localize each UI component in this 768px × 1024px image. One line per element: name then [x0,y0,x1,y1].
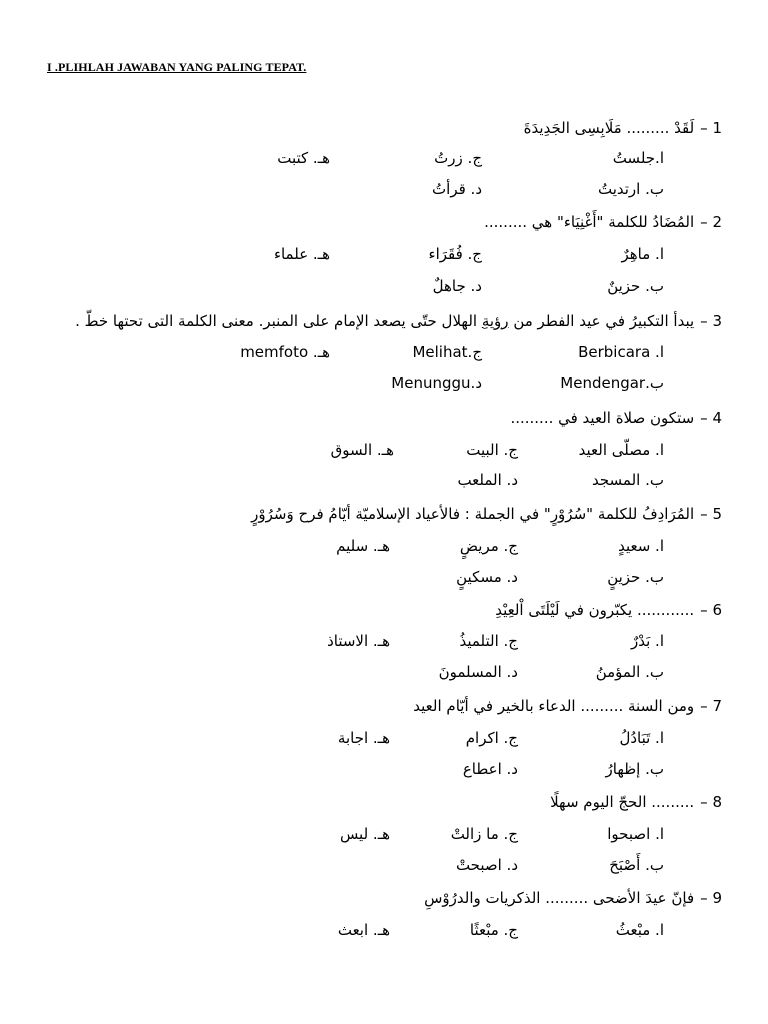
question-text: ستكون صلاة العيد في ......... [510,409,695,427]
question-text: يبدأ التكبيرُ في عيد الفطر من [508,312,695,330]
option-d: د.Menunggu [391,374,482,392]
option-a: ا. اصبحوا [607,825,664,843]
question-1 [22,115,722,141]
option-b: ب. المسجد [591,471,664,489]
question-number: 4 – [700,409,722,427]
option-e: هـ. ليس [339,825,390,843]
option-a: ا.جلستُ [612,149,664,167]
question-5 [22,501,722,527]
question-2 [22,209,722,235]
option-d: د. جاهلٌ [432,277,482,295]
option-a: ا. Berbicara [578,343,664,361]
option-e: هـ. السوق [330,441,394,459]
option-e: هـ. ابعث [337,921,390,939]
option-a: ا. مبْعثُ [615,921,664,939]
option-c: ج. اكرام [465,729,518,747]
option-c: ج. زرتُ [434,149,482,167]
question-number: 5 – [700,505,722,523]
option-d: د. مسكينٍ [456,568,518,586]
option-a: ا. تَبَادُلُ [619,729,664,747]
question-number: 3 – [700,312,722,330]
section-heading: I .PLIHLAH JAWABAN YANG PALING TEPAT. [47,60,307,74]
question-number: 9 – [700,889,722,907]
option-c: ج. مبْعثًا [469,921,518,939]
option-c: ج. فُقَرَاء [428,245,482,263]
option-c: ج. البيت [466,441,518,459]
question-text: ............ يكبّرون في لَيْلَتَى اْلعِيْدِ [495,601,695,619]
question-number: 6 – [700,601,722,619]
option-b: ب. إظهارُ [605,760,664,778]
question-text: لَقَدْ ......... مَلَابِسِى الجَدِيدَةَ [523,119,695,137]
question-9 [22,885,722,911]
option-e: هـ. الاستاذ [327,632,390,650]
option-c: ج.Melihat [412,343,482,361]
option-e: هـ. كتبت [277,149,330,167]
question-4 [22,405,722,431]
question-3 [22,308,722,334]
option-d: د. اعطاع [462,760,518,778]
option-d: د. اصبحتْ [455,856,518,874]
question-text: فإنّ عيدَ الأضحى ......... الذكريات والدرُوْسِ [424,889,695,907]
option-a: ا. ماهِرٌ [621,245,664,263]
option-a: ا. بَدْرٌ [631,632,664,650]
question-8 [22,789,722,815]
question-text: المُرَادِفُ للكلمة "سُرُوْرٍ" في الجملة : فالأعياد الإسلاميّة أيّامُ فرح وَسُرُوْرٍ [251,505,695,523]
question-text: ......... الحجّ اليوم سهلًا [550,793,695,811]
question-number: 2 – [700,213,722,231]
option-b: ب. المؤمنُ [595,663,664,681]
question-text-continued: الهلال حتّى يصعد الإمام على المنبر. معنى الكلمة التى تحتها خطّ . [75,312,482,330]
question-number: 1 – [700,119,722,137]
option-a: ا. مصلّى العيد [578,441,664,459]
option-b: ب. ارتديتُ [597,180,664,198]
option-b: ب. حزينٍ [607,568,664,586]
question-number: 8 – [700,793,722,811]
underlined-word: رؤيةِ [481,312,509,330]
option-e: هـ. سليم [336,537,390,555]
option-d: د. الملعب [457,471,518,489]
option-a: ا. سعيدٍ [618,537,664,555]
option-e: هـ. اجابة [337,729,390,747]
option-d: د. المسلمونَ [438,663,518,681]
option-d: د. قرأتُ [432,180,482,198]
option-e: هـ. memfoto [240,343,330,361]
option-b: ب. حزينٌ [607,277,664,295]
option-e: هـ. علماء [273,245,330,263]
option-b: ب.Mendengar [560,374,664,392]
option-b: ب. أَصْبَحَ [609,856,664,874]
question-7 [22,693,722,719]
option-c: ج. ما زالتْ [450,825,518,843]
option-c: ج. التلميذُ [459,632,518,650]
question-6 [22,597,722,623]
question-text: ومن السنة ......... الدعاء بالخير في أيّام العيد [413,697,695,715]
question-number: 7 – [700,697,722,715]
question-text: المُضَادُ للكلمة "أَغْنِيَاء" هي ......... [484,213,695,231]
option-c: ج. مريضٍ [459,537,518,555]
